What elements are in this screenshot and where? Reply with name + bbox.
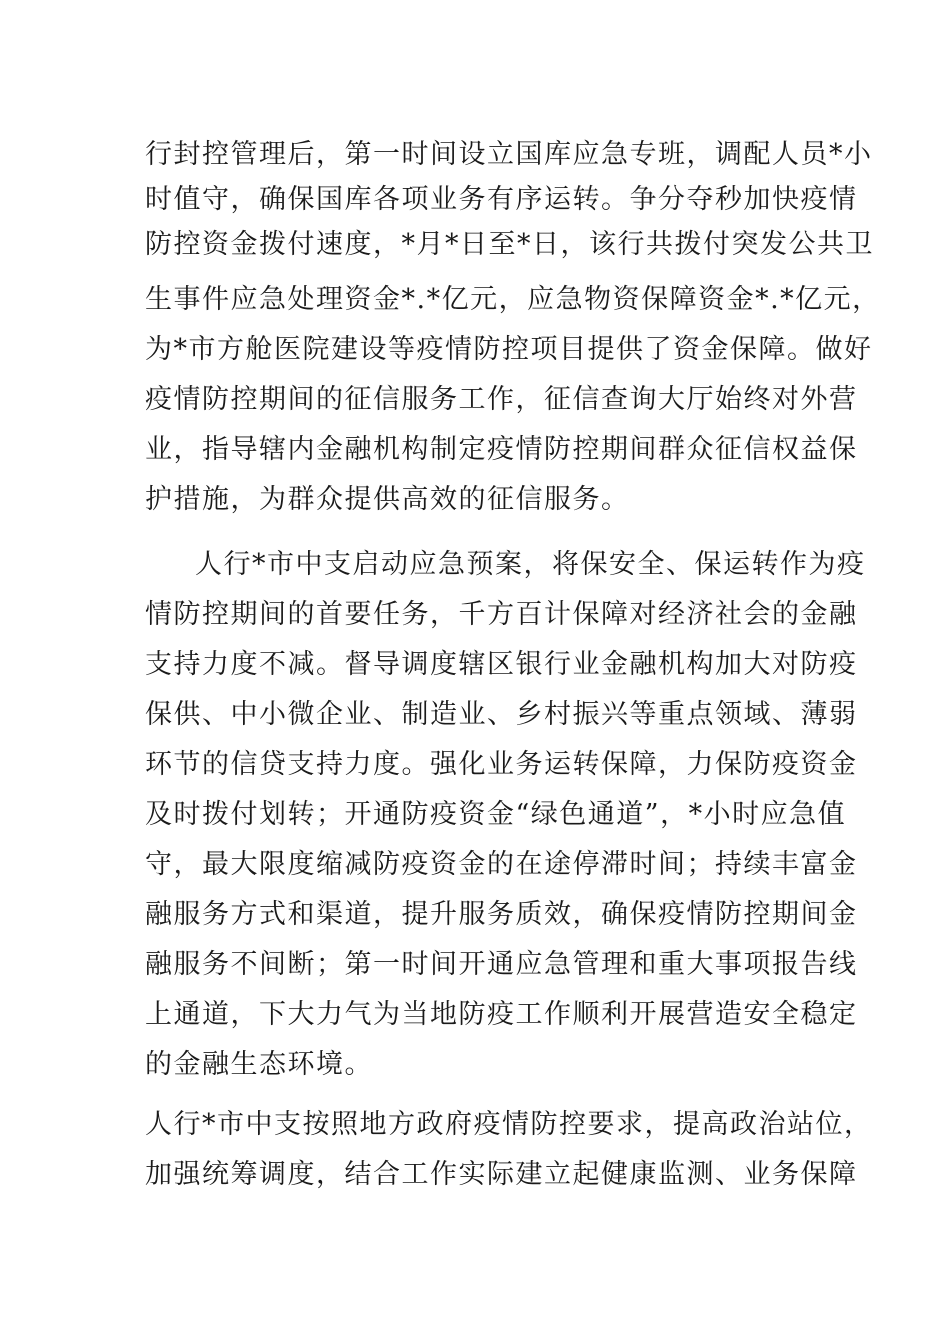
paragraph-line: 及时拨付划转；开通防疫资金“绿色通道”，*小时应急值 <box>145 799 847 830</box>
paragraph-line: 疫情防控期间的征信服务工作，征信查询大厅始终对外营 <box>145 384 858 415</box>
paragraph-line: 行封控管理后，第一时间设立国库应急专班，调配人员*小 <box>145 139 873 170</box>
paragraph-line: 保供、中小微企业、制造业、乡村振兴等重点领域、薄弱 <box>145 699 858 730</box>
paragraph-line: 防控资金拨付速度，*月*日至*日，该行共拨付突发公共卫 <box>145 229 874 260</box>
paragraph-line: 护措施，为群众提供高效的征信服务。 <box>145 484 630 515</box>
paragraph-line: 融服务不间断；第一时间开通应急管理和重大事项报告线 <box>145 949 858 980</box>
paragraph-line: 生事件应急处理资金*.*亿元，应急物资保障资金*.*亿元， <box>145 284 881 315</box>
paragraph-line: 的金融生态环境。 <box>145 1049 373 1080</box>
paragraph-line: 情防控期间的首要任务，千方百计保障对经济社会的金融 <box>145 599 858 630</box>
paragraph-line: 融服务方式和渠道，提升服务质效，确保疫情防控期间金 <box>145 899 858 930</box>
paragraph-line: 守，最大限度缩减防疫资金的在途停滞时间；持续丰富金 <box>145 849 858 880</box>
paragraph-line: 支持力度不减。督导调度辖区银行业金融机构加大对防疫 <box>145 649 858 680</box>
paragraph-line: 人行*市中支按照地方政府疫情防控要求，提高政治站位， <box>145 1109 873 1140</box>
paragraph-line: 人行*市中支启动应急预案，将保安全、保运转作为疫 <box>195 549 866 580</box>
paragraph-line: 加强统筹调度，结合工作实际建立起健康监测、业务保障 <box>145 1159 858 1190</box>
paragraph-line: 为*市方舱医院建设等疫情防控项目提供了资金保障。做好 <box>145 334 873 365</box>
paragraph-line: 环节的信贷支持力度。强化业务运转保障，力保防疫资金 <box>145 749 858 780</box>
paragraph-line: 上通道，下大力气为当地防疫工作顺利开展营造安全稳定 <box>145 999 858 1030</box>
paragraph-line: 时值守，确保国库各项业务有序运转。争分夺秒加快疫情 <box>145 184 858 215</box>
paragraph-line: 业，指导辖内金融机构制定疫情防控期间群众征信权益保 <box>145 434 858 465</box>
